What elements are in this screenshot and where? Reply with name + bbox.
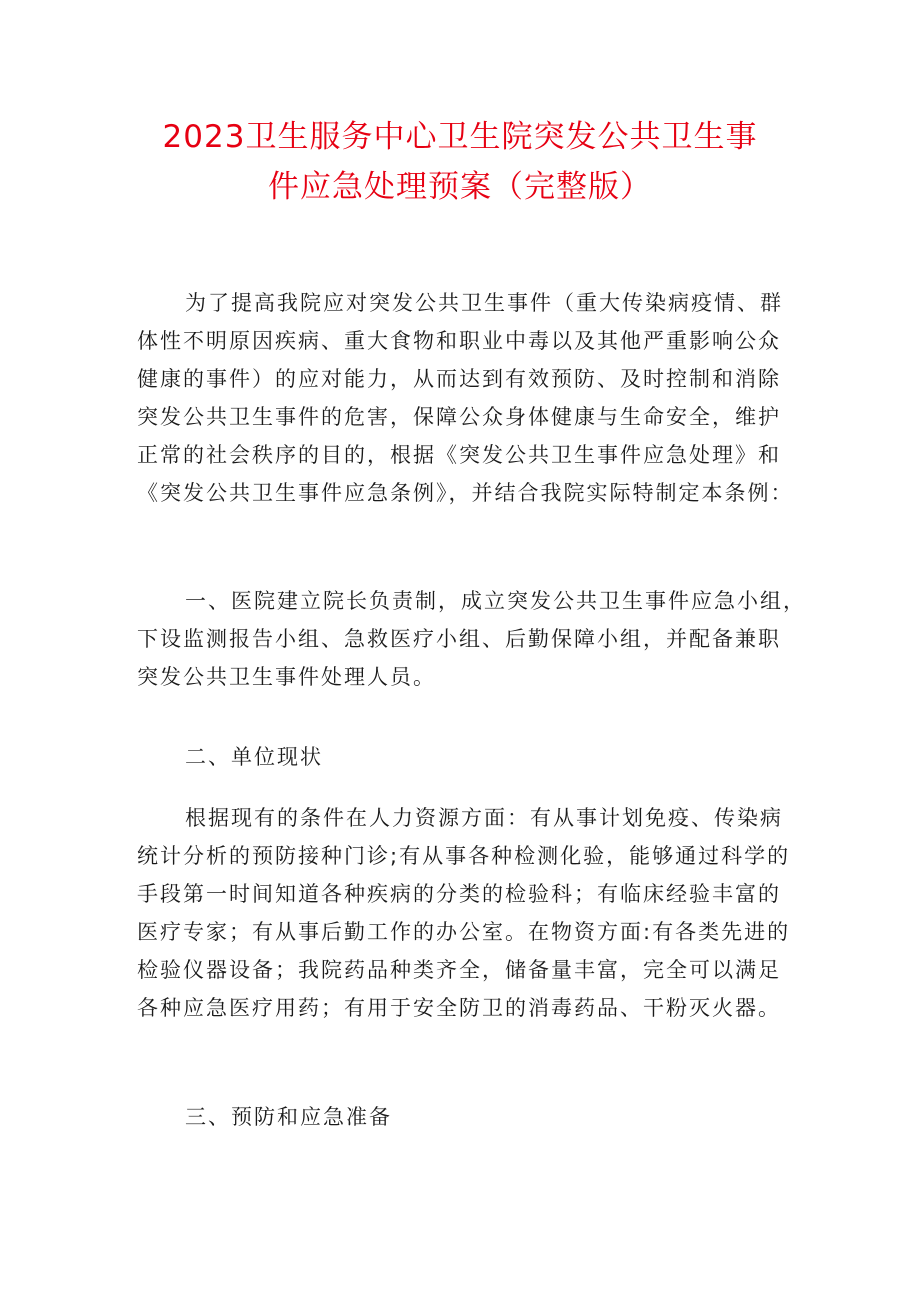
paragraph-line: 一、医院建立院长负责制，成立突发公共卫生事件应急小组， xyxy=(185,589,806,613)
paragraph-line: 突发公共卫生事件的危害，保障公众身体健康与生命安全，维护 xyxy=(137,405,781,429)
title-line-1: 2023卫生服务中心卫生院突发公共卫生事 xyxy=(162,119,758,155)
paragraph-line: 正常的社会秩序的目的，根据《突发公共卫生事件应急处理》和 xyxy=(137,443,781,467)
paragraph-line: 手段第一时间知道各种疾病的分类的检验科；有临床经验丰富的 xyxy=(137,882,781,906)
heading-text: 二、单位现状 xyxy=(185,745,323,769)
paragraph-line: 检验仪器设备；我院药品种类齐全，储备量丰富，完全可以满足 xyxy=(137,958,781,982)
paragraph-line: 下设监测报告小组、急救医疗小组、后勤保障小组，并配备兼职 xyxy=(137,627,781,651)
heading-text: 三、预防和应急准备 xyxy=(185,1105,392,1129)
paragraph-line: 为了提高我院应对突发公共卫生事件（重大传染病疫情、群 xyxy=(185,291,783,315)
paragraph-line: 医疗专家；有从事后勤工作的办公室。在物资方面:有各类先进的 xyxy=(137,920,791,944)
paragraph-line: 《突发公共卫生事件应急条例》，并结合我院实际特制定本条例： xyxy=(137,481,794,505)
paragraph-line: 各种应急医疗用药；有用于安全防卫的消毒药品、干粉灭火器。 xyxy=(137,996,781,1020)
section-3-heading xyxy=(137,1098,787,1136)
intro-paragraph xyxy=(137,284,794,512)
section-2-heading xyxy=(137,738,787,776)
paragraph-line: 统计分析的预防接种门诊;有从事各种检测化验，能够通过科学的 xyxy=(137,844,791,868)
paragraph-line: 突发公共卫生事件处理人员。 xyxy=(137,665,436,689)
paragraph-line: 根据现有的条件在人力资源方面：有从事计划免疫、传染病 xyxy=(185,806,783,830)
title-line-2: 件应急处理预案（完整版） xyxy=(268,169,652,205)
paragraph-line: 体性不明原因疾病、重大食物和职业中毒以及其他严重影响公众 xyxy=(137,329,781,353)
section-1-paragraph xyxy=(137,582,806,696)
section-2-paragraph xyxy=(137,799,791,1027)
document-title xyxy=(100,112,820,212)
paragraph-line: 健康的事件）的应对能力，从而达到有效预防、及时控制和消除 xyxy=(137,367,781,391)
